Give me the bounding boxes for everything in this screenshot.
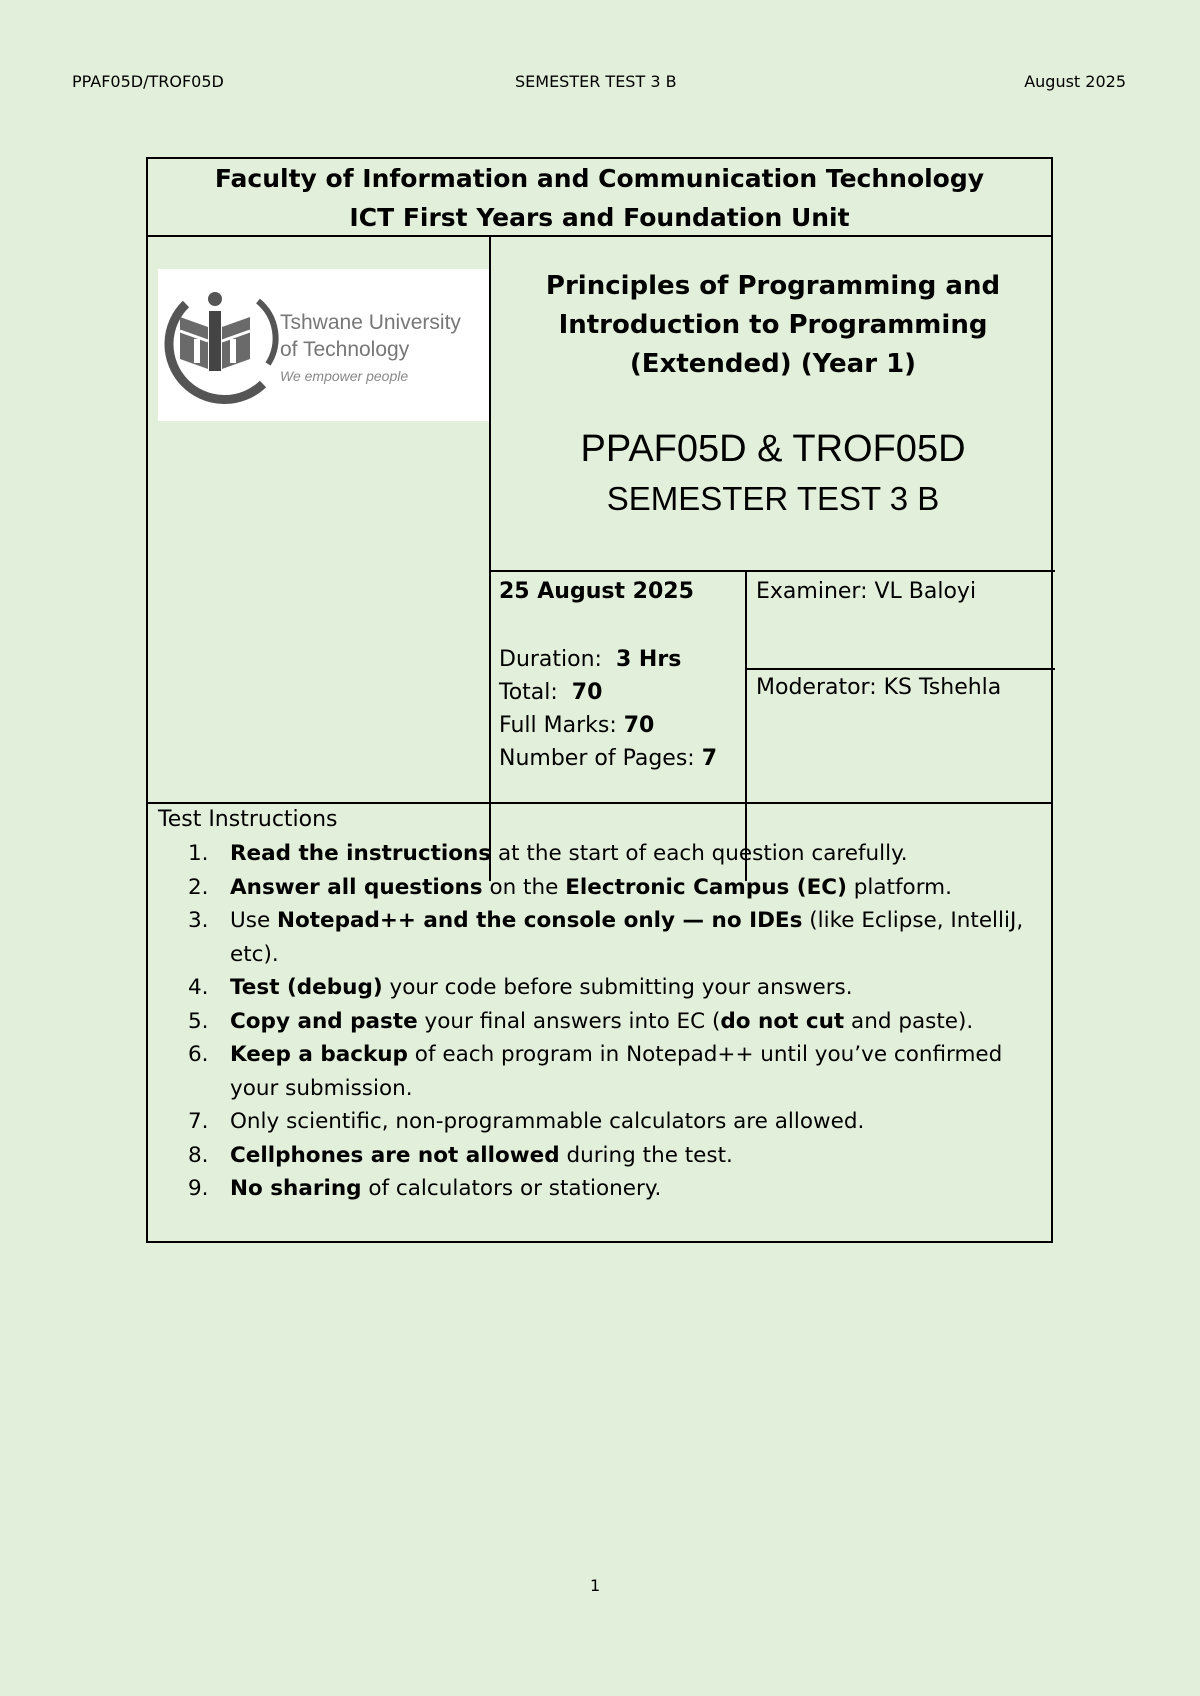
item-bold: Copy and paste	[230, 1008, 418, 1034]
header-date: August 2025	[1024, 72, 1126, 91]
list-item	[188, 837, 1038, 871]
item-number: 1.	[188, 841, 209, 866]
course-title-line: (Extended) (Year 1)	[629, 349, 917, 379]
duration-value: 3 Hrs	[615, 647, 682, 672]
full-marks-row	[499, 709, 717, 742]
logo-name-line1: Tshwane University	[280, 311, 461, 334]
test-name: SEMESTER TEST 3 B	[606, 480, 940, 517]
pages-row	[499, 742, 717, 775]
item-text: during the test.	[559, 1142, 733, 1168]
total-value: 70	[571, 680, 603, 705]
pages-label: Number of Pages:	[499, 746, 695, 771]
item-text: platform.	[846, 874, 952, 900]
full-marks-label: Full Marks:	[499, 713, 617, 738]
item-bold: Answer all questions	[230, 874, 483, 900]
item-bold: Cellphones are not allowed	[230, 1142, 560, 1168]
item-bold: Read the instructions	[230, 841, 492, 866]
item-text: at the start of each question carefully.	[491, 841, 908, 866]
pages-value: 7	[701, 746, 718, 771]
test-date: 25 August 2025	[499, 579, 694, 604]
list-item	[188, 1105, 1038, 1139]
duration-row	[499, 643, 717, 676]
item-text: of calculators or stationery.	[361, 1176, 662, 1201]
faculty-heading	[148, 159, 1051, 237]
list-item	[188, 871, 1038, 905]
page-header	[72, 72, 1126, 96]
item-bold: Electronic Campus (EC)	[565, 874, 847, 900]
item-text: Only scientific, non-programmable calculators are allowed.	[230, 1109, 865, 1134]
item-text: and paste).	[844, 1008, 974, 1034]
examiner: Examiner: VL Baloyi	[756, 579, 977, 604]
item-bold: Keep a backup	[230, 1042, 408, 1067]
item-number: 8.	[188, 1142, 209, 1168]
university-logo	[158, 269, 489, 421]
divider	[747, 668, 1055, 670]
item-number: 7.	[188, 1109, 209, 1134]
header-test-name: SEMESTER TEST 3 B	[515, 72, 677, 91]
course-code: PPAF05D & TROF05D	[580, 428, 966, 470]
faculty-name: Faculty of Information and Communication Technology	[214, 164, 985, 193]
item-bold: Notepad++ and the console only — no IDEs	[277, 908, 803, 933]
item-text: your final answers into EC (	[417, 1008, 721, 1034]
moderator: Moderator: KS Tshehla	[756, 675, 1002, 700]
total-row	[499, 676, 717, 709]
course-title-line: Principles of Programming and	[545, 271, 1001, 301]
list-item	[188, 1038, 1038, 1105]
item-bold: Test (debug)	[230, 975, 383, 1000]
cover-table	[146, 157, 1053, 1243]
item-number: 3.	[188, 908, 209, 933]
item-text: (like Eclipse, IntelliJ, etc).	[230, 908, 1024, 967]
instructions-title: Test Instructions	[158, 807, 338, 832]
item-text: Use	[230, 908, 277, 933]
instructions-list	[188, 837, 1038, 1206]
item-number: 2.	[188, 874, 209, 900]
item-text: on the	[482, 874, 566, 900]
course-title	[491, 267, 1055, 384]
page-number: 1	[590, 1576, 601, 1595]
item-text: of each program in Notepad++ until you’ve confirmed your submission.	[230, 1042, 1003, 1101]
duration-label: Duration:	[499, 647, 602, 672]
item-bold: do not cut	[720, 1008, 845, 1034]
logo-tagline: We empower people	[280, 368, 409, 384]
header-course-code: PPAF05D/TROF05D	[72, 72, 224, 91]
list-item	[188, 1005, 1038, 1039]
item-number: 4.	[188, 975, 209, 1000]
logo-name-line2: of Technology	[280, 338, 410, 361]
item-number: 9.	[188, 1176, 209, 1201]
list-item	[188, 904, 1038, 971]
list-item	[188, 1139, 1038, 1173]
course-title-line: Introduction to Programming	[558, 310, 988, 340]
item-number: 5.	[188, 1008, 209, 1034]
item-number: 6.	[188, 1042, 209, 1067]
full-marks-value: 70	[623, 713, 655, 738]
test-details	[499, 577, 717, 775]
divider	[489, 570, 1055, 572]
logo-emblem-icon	[169, 292, 276, 400]
total-label: Total:	[499, 680, 558, 705]
divider	[745, 570, 747, 881]
unit-name: ICT First Years and Foundation Unit	[349, 203, 850, 232]
item-bold: No sharing	[230, 1176, 362, 1201]
item-text: your code before submitting your answers.	[382, 975, 853, 1000]
list-item	[188, 1172, 1038, 1206]
list-item	[188, 971, 1038, 1005]
